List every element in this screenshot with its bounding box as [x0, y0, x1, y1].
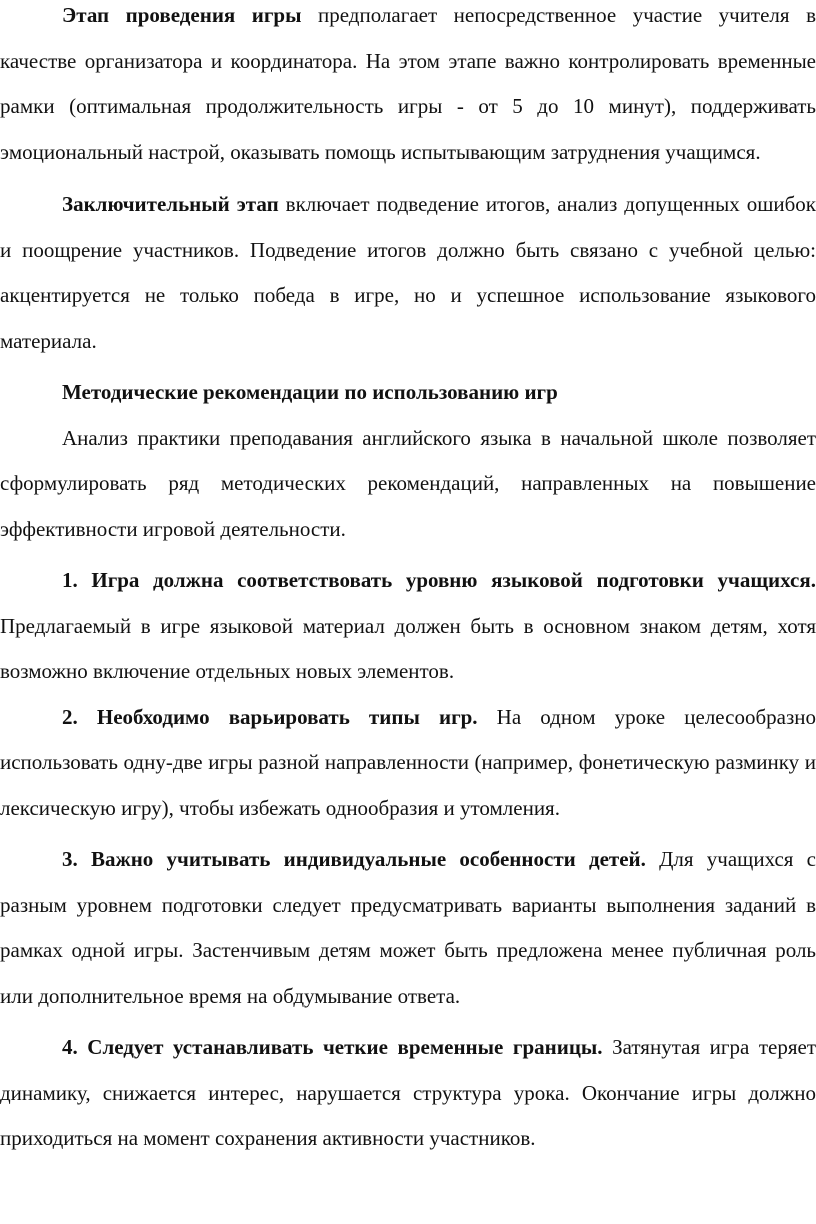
recommendation-4: [0, 1025, 816, 1162]
recommendation-3: [0, 837, 816, 1019]
recommendation-lead: 4. Следует устанавливать четкие временные границы.: [62, 1035, 603, 1059]
recommendation-text: Затянутая игра теряет динамику, снижается интерес, нарушается структура урока. Окончание игры должно приходиться на момент сохранения активности участников.: [0, 1035, 816, 1150]
recommendation-lead: 1. Игра должна соответствовать уровню языковой подготовки учащихся.: [62, 568, 816, 592]
paragraph-game-stage: [0, 0, 816, 175]
recommendation-text: Для учащихся с разным уровнем подготовки следует предусматривать варианты выполнения заданий в рамках одной игры. Застенчивым детям может быть предложена менее публичная роль или дополнительное время на обдумывание ответа.: [0, 847, 816, 1008]
paragraph-lead: Заключительный этап: [62, 192, 279, 216]
paragraph-text: включает подведение итогов, анализ допущенных ошибок и поощрение участников. Подведение итогов должно быть связано с учебной целью: акцентируется не только победа в игре, но и успешное использование языкового материала.: [0, 192, 816, 353]
section-heading: Методические рекомендации по использованию игр: [62, 380, 558, 404]
paragraph-text: предполагает непосредственное участие учителя в качестве организатора и координатора. На этом этапе важно контролировать временные рамки (оптимальная продолжительность игры - от 5 до 10 минут), поддерживать эмоциональный настрой, оказывать помощь испытывающим затруднения учащимся.: [0, 3, 816, 164]
recommendation-1: [0, 558, 816, 695]
recommendation-2: [0, 695, 816, 832]
recommendation-lead: 3. Важно учитывать индивидуальные особенности детей.: [62, 847, 646, 871]
recommendation-lead: 2. Необходимо варьировать типы игр.: [62, 704, 478, 729]
intro-paragraph: Анализ практики преподавания английского языка в начальной школе позволяет сформулировать ряд методических рекомендаций, направленных на повышение эффективности игровой деятельности.: [0, 425, 816, 541]
recommendation-text: На одном уроке целесообразно использовать одну-две игры разной направленности (например, фонетическую разминку и лексическую игру), чтобы избежать однообразия и утомления.: [0, 704, 816, 820]
paragraph-lead: Этап проведения игры: [62, 3, 302, 27]
recommendation-text: Предлагаемый в игре языковой материал должен быть в основном знаком детям, хотя возможно включение отдельных новых элементов.: [0, 613, 816, 683]
paragraph-final-stage: [0, 182, 816, 364]
